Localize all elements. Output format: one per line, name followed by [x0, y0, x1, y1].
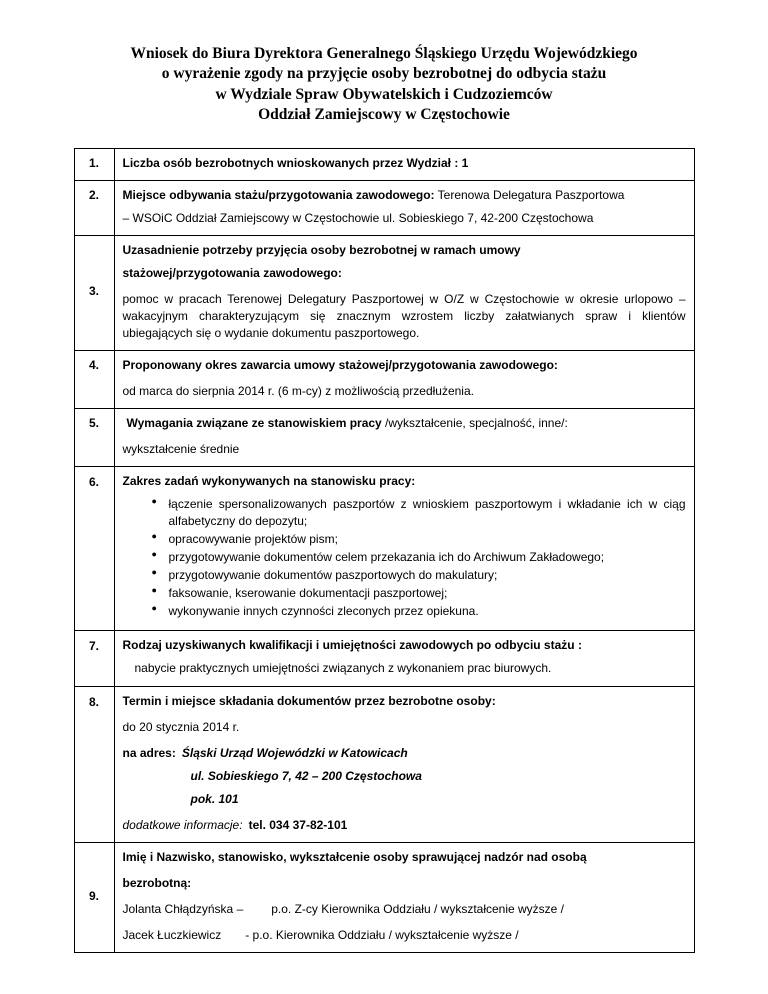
row-number: 1. [74, 148, 114, 180]
table-row [74, 148, 694, 180]
row-number: 5. [74, 409, 114, 467]
row-content-5 [114, 409, 694, 467]
list-item: ● przygotowywanie dokumentów celem przekazania ich do Archiwum Zakładowego; [169, 549, 686, 566]
list-item: ● łączenie spersonalizowanych paszportów z wnioskiem paszportowym i wkładanie ich w ciąg alfabetyczny do depozytu; [169, 496, 686, 530]
row-content-2 [114, 180, 694, 235]
row-number [74, 842, 114, 952]
row-7-body: nabycie praktycznych umiejętności związanych z wykonaniem prac biurowych. [134, 661, 552, 676]
row-2-line-2: – WSOiC Oddział Zamiejscowy w Częstochowie ul. Sobieskiego 7, 42-200 Częstochowa [122, 210, 594, 225]
table-row [74, 631, 694, 686]
row-number: 2. [74, 180, 114, 235]
row-1-label: Liczba osób bezrobotnych wnioskowanych przez Wydział : 1 [122, 155, 469, 170]
row-9-person-2-role: - p.o. Kierownika Oddziału / wykształcenie wyższe / [245, 927, 519, 942]
row-9-number-text: 9. [88, 888, 99, 903]
row-number: 8. [74, 686, 114, 842]
task-list [123, 496, 686, 620]
row-4-label: Proponowany okres zawarcia umowy stażowej/przygotowania zawodowego: [122, 358, 558, 373]
row-3-label-line-2: stażowej/przygotowania zawodowego: [122, 265, 342, 280]
row-9-person-1-role: p.o. Z-cy Kierownika Oddziału / wykształcenie wyższe / [271, 901, 565, 916]
row-8-extra-label: dodatkowe informacje: [122, 817, 243, 832]
row-5-body: wykształcenie średnie [122, 442, 240, 457]
row-2-label: Miejsce odbywania stażu/przygotowania zawodowego: [122, 187, 435, 202]
row-3-label-line-1: Uzasadnienie potrzeby przyjęcia osoby bezrobotnej w ramach umowy [122, 242, 521, 257]
row-9-person-1 [123, 901, 686, 918]
row-8-address [123, 745, 686, 762]
row-9-person-2 [123, 927, 686, 944]
table-row [74, 409, 694, 467]
row-9-label-line-2: bezrobotną: [122, 875, 192, 890]
row-content-1 [114, 148, 694, 180]
row-9-person-2-name: Jacek Łuczkiewicz [122, 927, 222, 942]
row-content-4 [114, 351, 694, 409]
row-content-8 [114, 686, 694, 842]
table-row [74, 351, 694, 409]
row-number: 4. [74, 351, 114, 409]
table-row [74, 686, 694, 842]
row-8-address-line-3: pok. 101 [190, 791, 239, 806]
list-item: ● opracowywanie projektów pism; [169, 531, 686, 548]
title-line-4: Oddział Zamiejscowy w Częstochowie [258, 106, 510, 124]
list-item: ● wykonywanie innych czynności zleconych przez opiekuna. [169, 603, 686, 620]
row-7-label: Rodzaj uzyskiwanych kwalifikacji i umiejętności zawodowych po odbyciu stażu : [122, 638, 582, 653]
row-8-extra [123, 817, 686, 834]
row-9-label-line-1: Imię i Nazwisko, stanowisko, wykształcenie osoby sprawującej nadzór nad osobą [122, 849, 587, 864]
row-content-3 [114, 235, 694, 350]
list-item: ● przygotowywanie dokumentów paszportowych do makulatury; [169, 567, 686, 584]
row-8-date: do 20 stycznia 2014 r. [122, 719, 240, 734]
title-line-2: o wyrażenie zgody na przyjęcie osoby bezrobotnej do odbycia stażu [161, 65, 607, 83]
row-4-body: od marca do sierpnia 2014 r. (6 m-cy) z możliwością przedłużenia. [122, 384, 474, 399]
row-6-label: Zakres zadań wykonywanych na stanowisku pracy: [122, 474, 416, 489]
row-8-address-line-1: Śląski Urząd Wojewódzki w Katowicach [181, 745, 408, 760]
row-number: 7. [74, 631, 114, 686]
row-number: 6. [74, 467, 114, 631]
row-8-label: Termin i miejsce składania dokumentów przez bezrobotne osoby: [122, 693, 496, 708]
table-row [74, 180, 694, 235]
row-2-value-inline: Terenowa Delegatura Paszportowa [434, 187, 625, 202]
row-content-6 [114, 467, 694, 631]
list-item: ● faksowanie, kserowanie dokumentacji paszportowej; [169, 585, 686, 602]
row-2-line-1 [123, 187, 686, 204]
row-5-label-bold: Wymagania związane ze stanowiskiem pracy [126, 416, 382, 431]
row-5-label-italic: /wykształcenie, specjalność, inne/: [381, 416, 568, 431]
row-3-body: pomoc w pracach Terenowej Delegatury Paszportowej w O/Z w Częstochowie w okresie urlopowo – wakacyjnym charakteryzującym się znacznym wzrostem liczby załatwianych spraw i klientów ubiegających się o wydanie dokumentu paszportowego. [122, 291, 686, 341]
row-8-address-line-2: ul. Sobieskiego 7, 42 – 200 Częstochowa [190, 768, 422, 783]
row-number [74, 235, 114, 350]
row-8-address-label: na adres: [122, 745, 176, 760]
row-content-9 [114, 842, 694, 952]
table-row [74, 842, 694, 952]
row-content-7 [114, 631, 694, 686]
application-form-table [74, 148, 695, 953]
page-title [60, 44, 708, 126]
row-3-number-text: 3. [88, 284, 99, 299]
row-8-extra-value: tel. 034 37-82-101 [248, 817, 348, 832]
table-row [74, 467, 694, 631]
title-line-3: w Wydziale Spraw Obywatelskich i Cudzoziemców [215, 85, 553, 103]
table-row [74, 235, 694, 350]
row-5-label [123, 415, 686, 432]
title-line-1: Wniosek do Biura Dyrektora Generalnego Śląskiego Urzędu Wojewódzkiego [130, 45, 638, 62]
row-9-person-1-name: Jolanta Chłądzyńska – [122, 901, 244, 916]
